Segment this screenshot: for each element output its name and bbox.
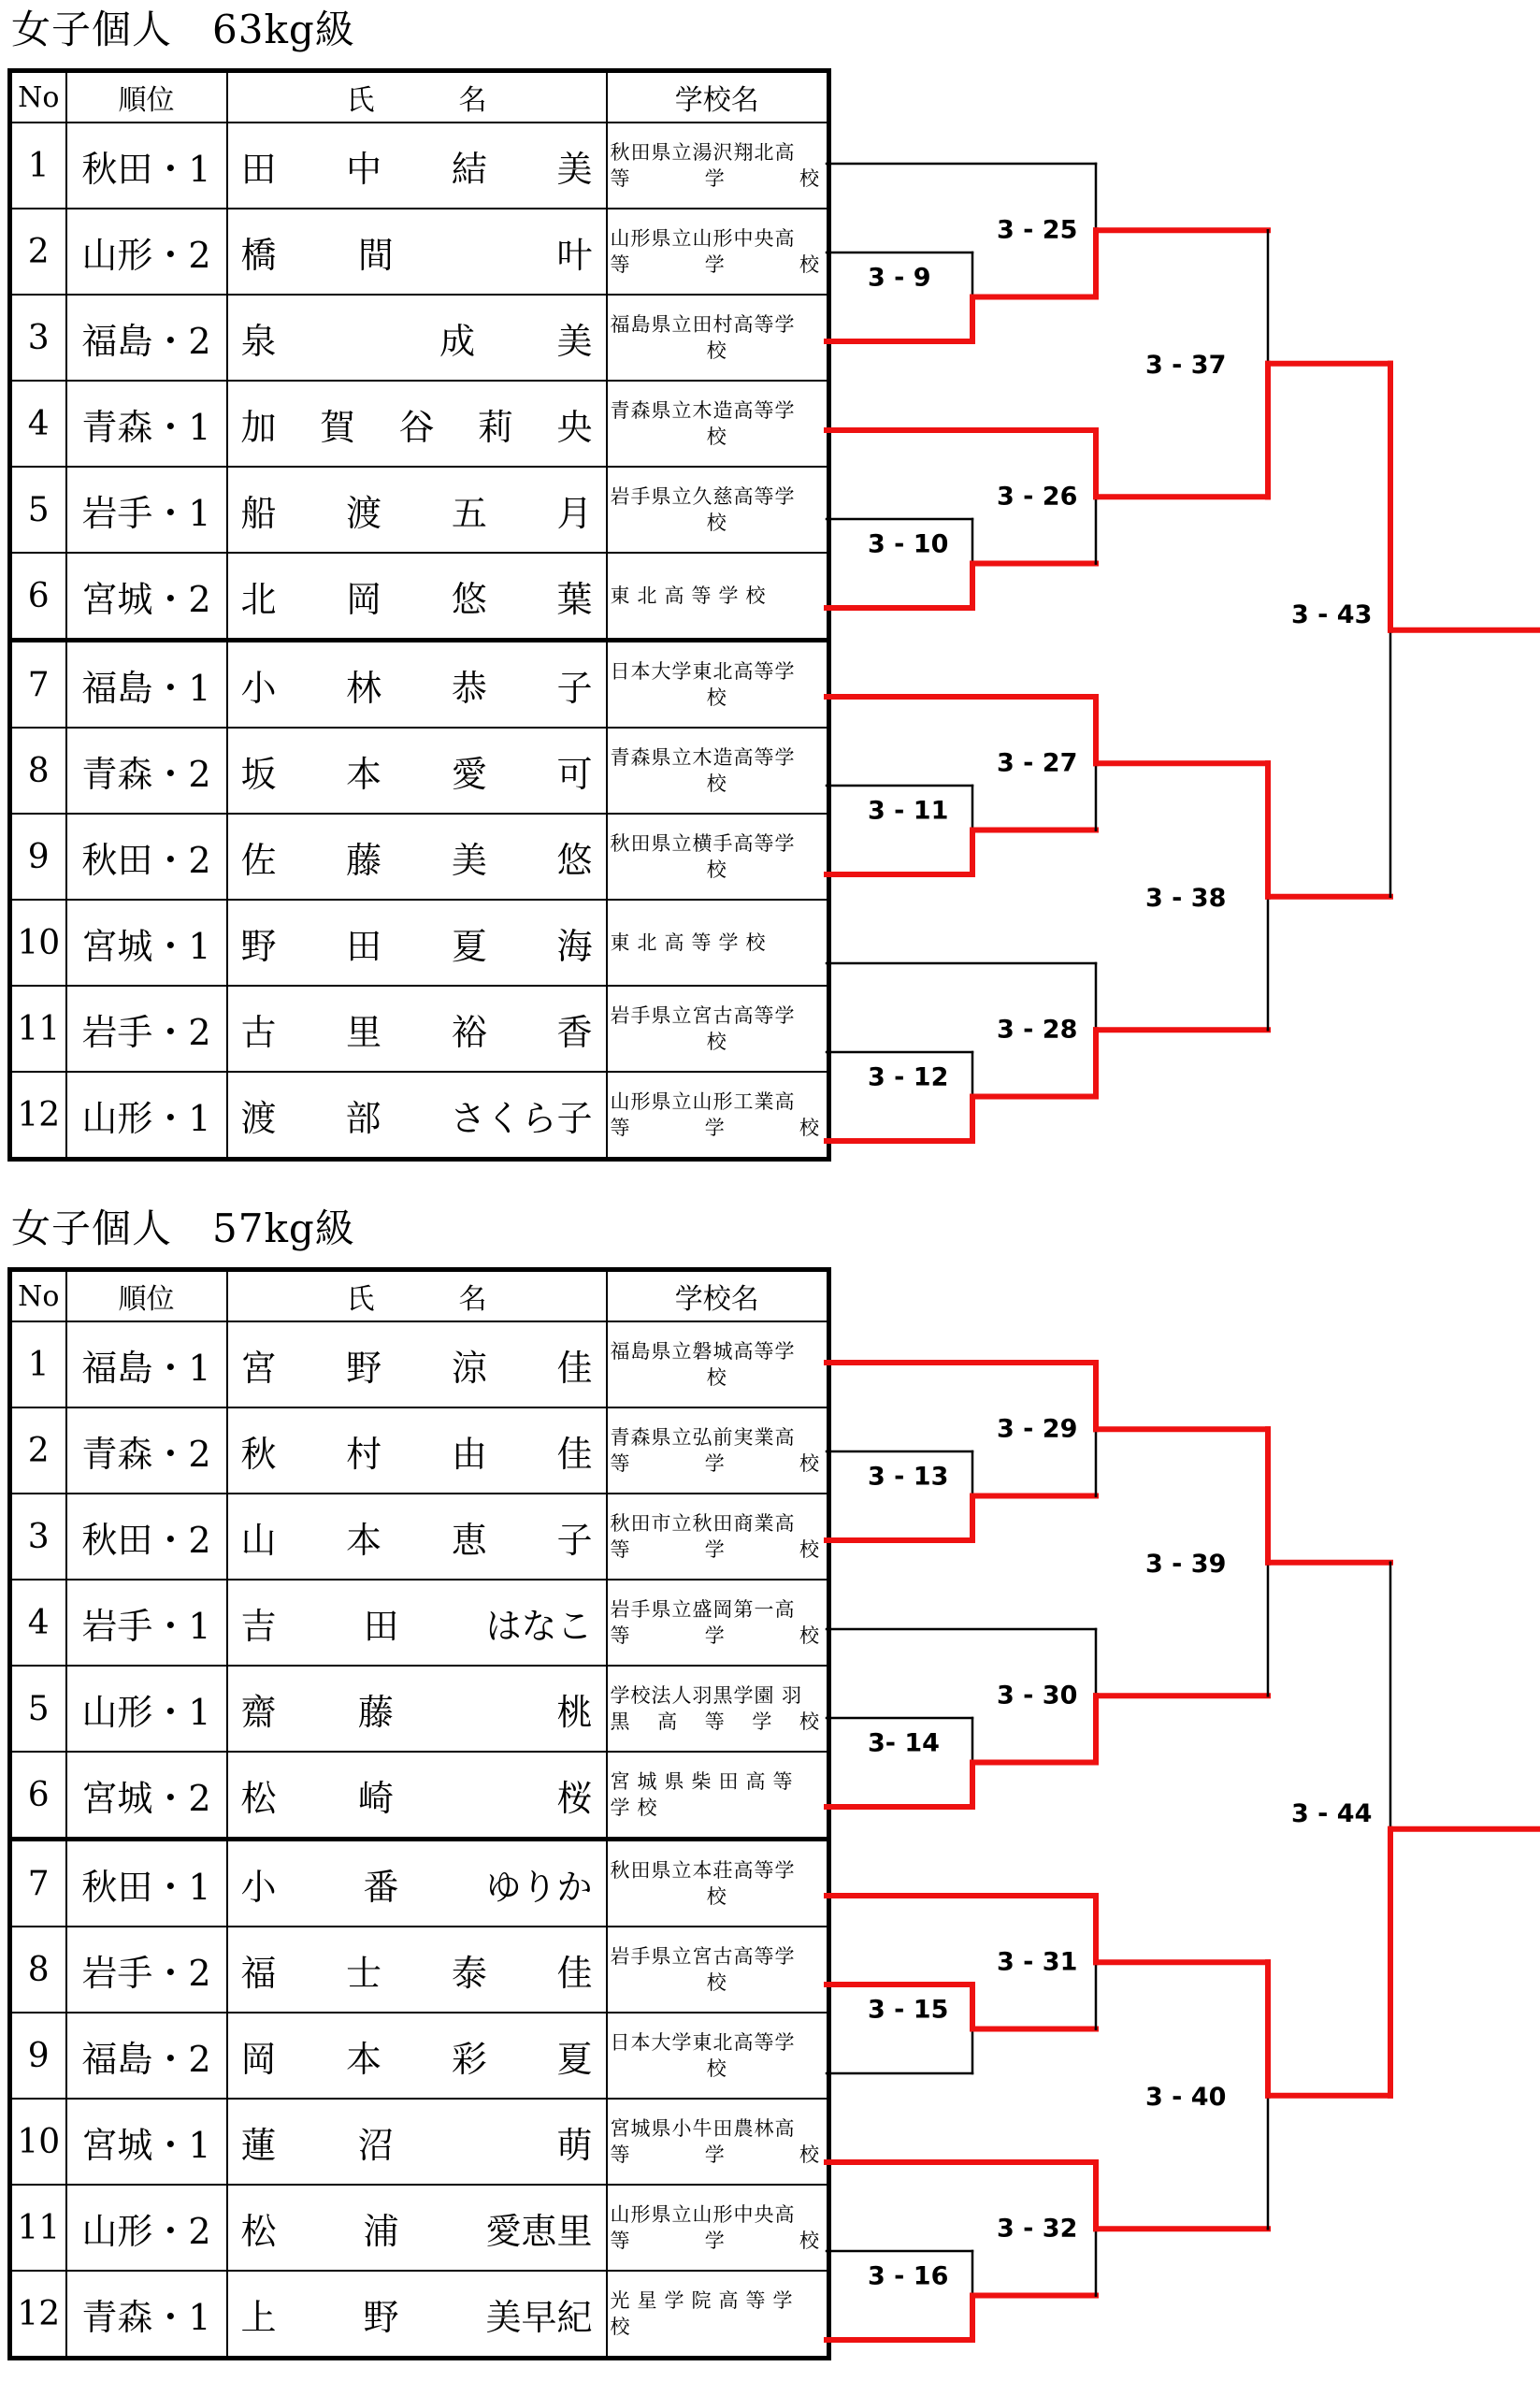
entry-name-part: 加: [240, 406, 277, 448]
entry-no: 4: [10, 1580, 66, 1666]
entry-name-part: 野: [363, 2296, 399, 2338]
entry-rank: 山形・2: [66, 209, 227, 295]
school-char: 学: [752, 1710, 773, 1733]
school-char: 等: [704, 1710, 726, 1733]
entry-name-part: 成: [439, 320, 476, 362]
entry-name-part: 吉: [240, 1605, 277, 1647]
r2-score-label: 3 - 32: [997, 2214, 1078, 2244]
school-char: 校: [799, 2143, 820, 2166]
final-score-label: 3 - 44: [1291, 1798, 1373, 1828]
entry-rank: 山形・2: [66, 2185, 227, 2271]
r1-score-label: 3- 14: [868, 1728, 940, 1758]
school-char: 学: [704, 1624, 726, 1647]
entry-name-part: 萌: [556, 2124, 593, 2166]
bracket-title: 女子個人 57kg級: [11, 1205, 355, 1251]
entry-name-part: 子: [556, 667, 593, 709]
entry-rank: 福島・2: [66, 295, 227, 381]
school-char: 等: [610, 167, 631, 190]
school-char: 校: [799, 1538, 820, 1561]
entry-name-part: 齋: [240, 1691, 277, 1733]
school-char: 校: [799, 2230, 820, 2252]
entry-name-part: 賀: [319, 406, 355, 448]
school-char: 学: [704, 1117, 726, 1139]
entry-rank: 青森・1: [66, 381, 227, 467]
entry-name-part: 田: [346, 925, 382, 967]
school-line-2: 校: [706, 512, 727, 534]
school-char: 等: [610, 2230, 631, 2252]
entry-rank: 青森・1: [66, 2271, 227, 2359]
entry-name-part: さくら子: [450, 1097, 593, 1139]
school-line-1: 青森県立木造高等学: [610, 746, 796, 769]
r1-score-label: 3 - 11: [868, 796, 949, 826]
entry-no: 2: [10, 1407, 66, 1494]
entry-name-part: 悠: [451, 578, 487, 620]
entry-name-part: 恭: [451, 667, 487, 709]
entry-name-part: 本: [346, 753, 382, 795]
entry-name-part: 野: [346, 1347, 382, 1389]
entry-name-part: 裕: [451, 1011, 487, 1053]
entry-name-part: 北: [240, 578, 277, 620]
entry-rank: 青森・2: [66, 728, 227, 814]
school-char: 校: [799, 1710, 820, 1733]
entry-name-part: 愛恵里: [485, 2210, 593, 2252]
entry-name-part: 香: [556, 1011, 593, 1053]
school-char: 黒: [610, 1710, 631, 1733]
school-line-1: 福島県立田村高等学: [610, 313, 796, 336]
school-char: 校: [799, 253, 820, 276]
entry-rank: 宮城・1: [66, 900, 227, 986]
final-score-label: 3 - 43: [1291, 599, 1373, 629]
r3-score-label: 3 - 40: [1145, 2082, 1227, 2112]
r1-score-label: 3 - 16: [868, 2261, 949, 2291]
school-line-1: 山形県立山形工業高: [610, 1090, 796, 1113]
section-57kg: [0, 1199, 1540, 2396]
r2-score-label: 3 - 29: [997, 1414, 1078, 1444]
school-line-1: 学校法人羽黒学園 羽: [610, 1684, 803, 1707]
entry-name-part: 古: [240, 1011, 277, 1053]
school-line-1: 宮城県柴田高等学校: [610, 1770, 800, 1819]
header-rank: 順位: [66, 1270, 227, 1322]
entry-no: 1: [10, 123, 66, 209]
school-line-1: 秋田県立湯沢翔北高: [610, 141, 796, 164]
entry-name-part: 沼: [357, 2124, 394, 2166]
header-name-a: 氏: [346, 1283, 375, 1316]
entry-name-part: 央: [556, 406, 593, 448]
school-line-2: 校: [706, 1031, 727, 1053]
entry-name-part: 可: [556, 753, 593, 795]
entry-no: 6: [10, 553, 66, 641]
entry-name-part: 松: [240, 2210, 277, 2252]
entry-name-part: 田: [363, 1605, 399, 1647]
entry-no: 11: [10, 986, 66, 1072]
r2-score-label: 3 - 27: [997, 748, 1078, 778]
entry-no: 3: [10, 1494, 66, 1580]
school-char: 等: [610, 2143, 631, 2166]
entry-name-part: 渡: [346, 492, 382, 534]
entry-rank: 岩手・1: [66, 467, 227, 553]
entry-name-part: 坂: [240, 753, 277, 795]
entry-no: 11: [10, 2185, 66, 2271]
entry-rank: 福島・2: [66, 2013, 227, 2099]
entry-name-part: 宮: [240, 1347, 277, 1389]
entry-name-part: 藤: [357, 1691, 394, 1733]
entry-name-part: 佳: [556, 1347, 593, 1389]
header-school: 学校名: [607, 71, 829, 123]
entry-name-part: 結: [451, 148, 487, 190]
entry-rank: 福島・1: [66, 641, 227, 729]
entry-name-part: 由: [451, 1433, 487, 1475]
entry-no: 4: [10, 381, 66, 467]
entry-name-part: 岡: [240, 2038, 277, 2080]
school-char: 学: [704, 167, 726, 190]
entry-rank: 宮城・2: [66, 1752, 227, 1840]
entry-name-part: 彩: [451, 2038, 487, 2080]
entry-no: 9: [10, 814, 66, 900]
entry-name-part: 福: [240, 1952, 277, 1994]
entry-name-part: 松: [240, 1777, 277, 1819]
school-line-1: 青森県立木造高等学: [610, 399, 796, 422]
school-line-1: 宮城県小牛田農林高: [610, 2117, 796, 2140]
school-line-1: 山形県立山形中央高: [610, 227, 796, 250]
header-name-a: 氏: [346, 84, 375, 117]
school-line-1: 岩手県立宮古高等学: [610, 1004, 796, 1027]
school-char: 学: [704, 253, 726, 276]
school-char: 校: [799, 167, 820, 190]
school-char: 等: [610, 253, 631, 276]
entry-no: 10: [10, 2099, 66, 2185]
entry-name-part: 里: [346, 1011, 382, 1053]
school-line-1: 東北高等学校: [610, 585, 773, 607]
bracket-title: 女子個人 63kg級: [11, 7, 355, 52]
entry-name-part: 海: [556, 925, 593, 967]
entry-name-part: 美: [556, 320, 593, 362]
school-line-2: 校: [706, 1885, 727, 1908]
entry-name-part: 美: [451, 839, 487, 881]
entry-name-part: 五: [451, 492, 487, 534]
school-line-1: 福島県立磐城高等学: [610, 1340, 796, 1363]
entry-rank: 岩手・1: [66, 1580, 227, 1666]
school-line-1: 秋田市立秋田商業高: [610, 1512, 796, 1535]
entry-name-part: ゆりか: [485, 1866, 593, 1908]
entry-name-part: 間: [357, 234, 394, 276]
entry-name-part: 夏: [451, 925, 487, 967]
entry-name-part: 月: [556, 492, 593, 534]
school-line-1: 岩手県立久慈高等学: [610, 485, 796, 508]
school-line-2: 校: [706, 2057, 727, 2080]
tournament-bracket: [0, 0, 1540, 1197]
tournament-bracket: [0, 1199, 1540, 2396]
r2-score-label: 3 - 30: [997, 1681, 1078, 1710]
school-line-1: 東北高等学校: [610, 931, 773, 954]
school-char: 等: [610, 1624, 631, 1647]
school-char: 校: [799, 1117, 820, 1139]
entry-name-part: 小: [240, 1866, 277, 1908]
r1-score-label: 3 - 9: [868, 263, 931, 293]
entry-name-part: 番: [363, 1866, 399, 1908]
entry-name-part: 秋: [240, 1433, 277, 1475]
school-line-2: 校: [706, 686, 727, 709]
school-line-1: 山形県立山形中央高: [610, 2203, 796, 2226]
school-char: 等: [610, 1117, 631, 1139]
entry-name-part: 夏: [556, 2038, 593, 2080]
entry-name-part: 悠: [556, 839, 593, 881]
entry-name-part: 叶: [556, 234, 593, 276]
entry-name-part: 山: [240, 1519, 277, 1561]
entry-name-part: 士: [346, 1952, 382, 1994]
entry-name-part: 愛: [451, 753, 487, 795]
entry-rank: 岩手・2: [66, 1927, 227, 2013]
header-rank: 順位: [66, 71, 227, 123]
header-no: No: [10, 71, 66, 123]
school-char: 等: [610, 1452, 631, 1475]
school-line-1: 日本大学東北高等学: [610, 660, 796, 683]
r1-score-label: 3 - 10: [868, 529, 949, 559]
entry-name-part: 崎: [357, 1777, 394, 1819]
school-line-2: 校: [706, 859, 727, 881]
entry-name-part: 桃: [556, 1691, 593, 1733]
r1-score-label: 3 - 13: [868, 1462, 949, 1492]
entry-rank: 秋田・1: [66, 123, 227, 209]
entry-rank: 秋田・2: [66, 814, 227, 900]
entry-name-part: 蓮: [240, 2124, 277, 2166]
school-line-1: 光星学院高等学校: [610, 2289, 800, 2338]
entry-name-part: 上: [240, 2296, 277, 2338]
entry-name-part: 佳: [556, 1433, 593, 1475]
r2-score-label: 3 - 28: [997, 1015, 1078, 1045]
entry-name-part: 藤: [346, 839, 382, 881]
school-line-2: 校: [706, 772, 727, 795]
entry-name-part: 莉: [477, 406, 513, 448]
entry-name-part: 林: [346, 667, 382, 709]
r2-score-label: 3 - 26: [997, 482, 1078, 512]
header-no: No: [10, 1270, 66, 1322]
entry-name-part: 谷: [398, 406, 435, 448]
entry-rank: 福島・1: [66, 1321, 227, 1407]
school-char: 学: [704, 2143, 726, 2166]
entry-no: 2: [10, 209, 66, 295]
entry-name-part: 田: [240, 148, 277, 190]
school-char: 校: [799, 1624, 820, 1647]
entry-rank: 宮城・2: [66, 553, 227, 641]
r3-score-label: 3 - 37: [1145, 350, 1227, 380]
entry-no: 7: [10, 1840, 66, 1927]
entry-rank: 宮城・1: [66, 2099, 227, 2185]
school-line-1: 岩手県立盛岡第一高: [610, 1598, 796, 1621]
school-char: 学: [704, 2230, 726, 2252]
school-line-2: 校: [706, 1971, 727, 1994]
entry-no: 7: [10, 641, 66, 729]
header-name-b: 名: [458, 84, 487, 117]
school-line-1: 岩手県立宮古高等学: [610, 1945, 796, 1968]
entry-name-part: 船: [240, 492, 277, 534]
r2-score-label: 3 - 25: [997, 215, 1078, 245]
school-line-1: 秋田県立本荘高等学: [610, 1859, 796, 1882]
school-char: 学: [704, 1538, 726, 1561]
entry-no: 1: [10, 1321, 66, 1407]
header-school: 学校名: [607, 1270, 829, 1322]
school-line-1: 秋田県立横手高等学: [610, 832, 796, 855]
school-char: 高: [657, 1710, 679, 1733]
entry-rank: 秋田・1: [66, 1840, 227, 1927]
header-name-b: 名: [458, 1283, 487, 1316]
entry-name-part: 泰: [451, 1952, 487, 1994]
entry-name-part: 岡: [346, 578, 382, 620]
entry-name-part: 桜: [556, 1777, 593, 1819]
entry-name-part: 野: [240, 925, 277, 967]
entry-rank: 岩手・2: [66, 986, 227, 1072]
entry-name-part: 中: [346, 148, 382, 190]
section-63kg: [0, 0, 1540, 1197]
school-line-2: 校: [706, 426, 727, 448]
entry-name-part: 本: [346, 1519, 382, 1561]
r3-score-label: 3 - 38: [1145, 883, 1227, 913]
entry-no: 8: [10, 1927, 66, 2013]
r1-score-label: 3 - 15: [868, 1995, 949, 2025]
entry-no: 8: [10, 728, 66, 814]
entry-name-part: 部: [345, 1097, 381, 1139]
entry-name-part: 恵: [451, 1519, 487, 1561]
entry-name-part: 泉: [240, 320, 277, 362]
entry-no: 12: [10, 2271, 66, 2359]
entry-rank: 青森・2: [66, 1407, 227, 1494]
entry-name-part: 子: [556, 1519, 593, 1561]
entry-name-part: 本: [346, 2038, 382, 2080]
entry-no: 3: [10, 295, 66, 381]
entry-name-part: 橋: [240, 234, 277, 276]
entry-no: 5: [10, 1666, 66, 1752]
entry-no: 5: [10, 467, 66, 553]
entry-name-part: 美: [556, 148, 593, 190]
school-line-1: 日本大学東北高等学: [610, 2031, 796, 2054]
r3-score-label: 3 - 39: [1145, 1549, 1227, 1579]
r2-score-label: 3 - 31: [997, 1947, 1078, 1977]
school-char: 校: [799, 1452, 820, 1475]
entry-rank: 山形・1: [66, 1072, 227, 1160]
entry-name-part: 村: [346, 1433, 382, 1475]
entry-no: 9: [10, 2013, 66, 2099]
entry-no: 12: [10, 1072, 66, 1160]
school-line-1: 青森県立弘前実業高: [610, 1426, 796, 1449]
school-char: 等: [610, 1538, 631, 1561]
entry-name-part: はなこ: [485, 1605, 593, 1647]
entry-no: 6: [10, 1752, 66, 1840]
entry-name-part: 美早紀: [485, 2296, 593, 2338]
school-line-2: 校: [706, 339, 727, 362]
school-line-2: 校: [706, 1366, 727, 1389]
entry-rank: 秋田・2: [66, 1494, 227, 1580]
r1-score-label: 3 - 12: [868, 1062, 949, 1092]
entry-name-part: 佐: [240, 839, 277, 881]
school-char: 学: [704, 1452, 726, 1475]
entry-no: 10: [10, 900, 66, 986]
entry-name-part: 葉: [556, 578, 593, 620]
entry-name-part: 佳: [556, 1952, 593, 1994]
entry-name-part: 渡: [240, 1097, 277, 1139]
entry-name-part: 涼: [451, 1347, 487, 1389]
entry-name-part: 小: [240, 667, 277, 709]
entry-name-part: 浦: [363, 2210, 399, 2252]
entry-rank: 山形・1: [66, 1666, 227, 1752]
